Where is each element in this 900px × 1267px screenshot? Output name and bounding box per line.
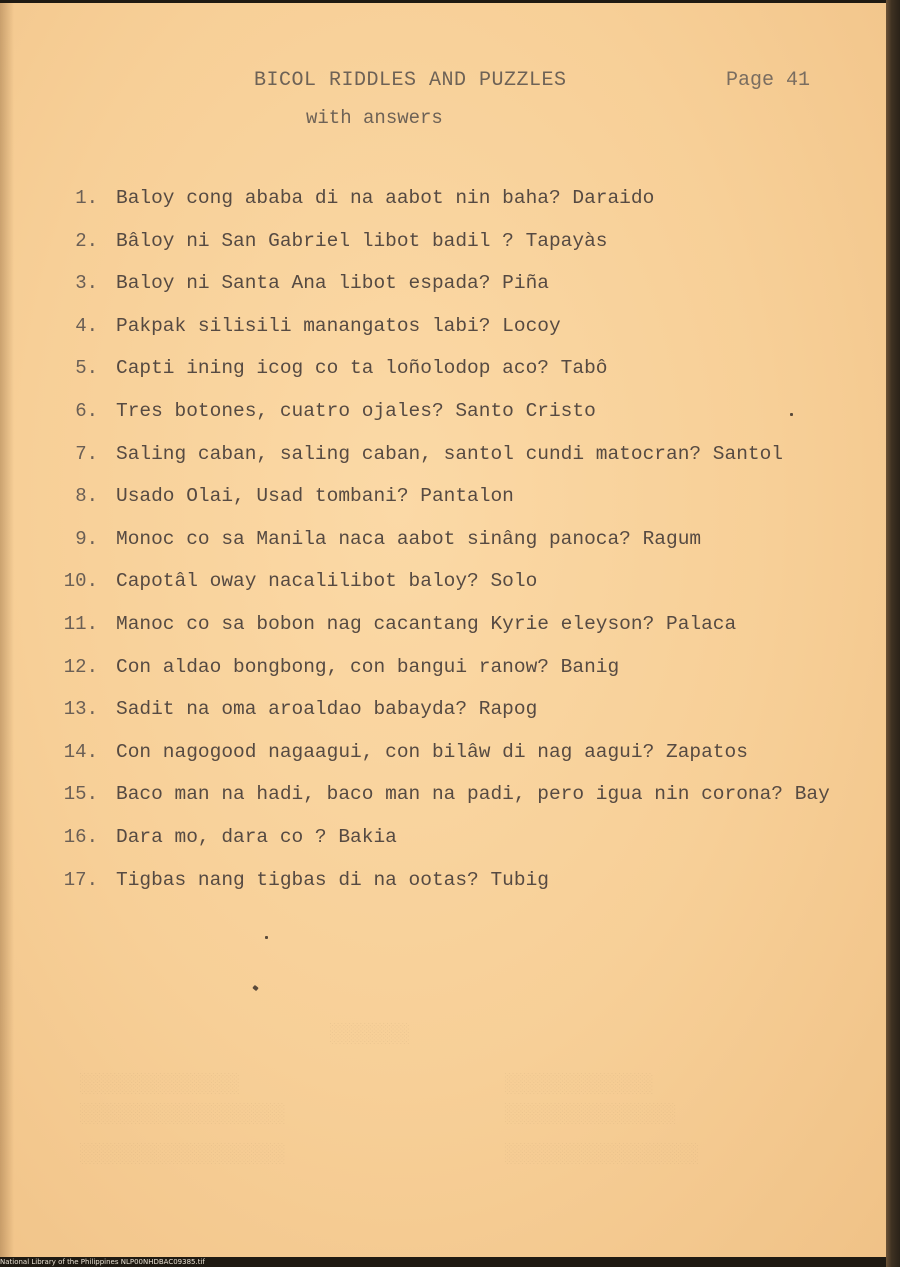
riddle-text: Sadit na oma aroaldao babayda? Rapog <box>116 698 538 721</box>
page-number: Page 41 <box>726 69 811 92</box>
riddle-number: 12. <box>63 655 98 678</box>
bleed-through-7: ░░░░░░░░░░░░░░░░░ <box>505 1143 699 1165</box>
riddle-number: 14. <box>63 740 98 763</box>
bleed-through-1: ░░░░░░░ <box>330 1023 410 1045</box>
riddle-text: Capti ining icog co ta loñolodop aco? Tabô <box>116 357 608 380</box>
riddle-text: Baloy ni Santa Ana libot espada? Piña <box>116 272 549 295</box>
riddle-text: Con nagogood nagaagui, con bilâw di nag aagui? Zapatos <box>116 740 748 763</box>
riddle-number: 7. <box>75 442 98 465</box>
bleed-through-5: ░░░░░░░░░░░░░░░ <box>505 1103 677 1125</box>
ink-speck <box>252 985 258 991</box>
riddle-text: Saling caban, saling caban, santol cundi matocran? Santol <box>116 442 784 465</box>
riddle-text: Manoc co sa bobon nag cacantang Kyrie eleyson? Palaca <box>116 612 737 635</box>
riddle-number: 13. <box>63 698 98 721</box>
riddle-text: Usado Olai, Usad tombani? Pantalon <box>116 485 514 508</box>
riddle-number: 1. <box>75 187 98 209</box>
riddle-text: Pakpak silisili manangatos labi? Locoy <box>116 314 561 337</box>
riddle-text: Con aldao bongbong, con bangui ranow? Banig <box>116 655 620 678</box>
riddle-number: 6. <box>75 399 98 422</box>
bleed-through-4: ░░░░░░░░░░░░░░░░░░ <box>80 1103 286 1125</box>
ink-speck <box>790 413 793 416</box>
riddle-text: Tres botones, cuatro ojales? Santo Cristo <box>116 399 596 422</box>
document-subtitle: with answers <box>306 107 443 129</box>
page-edge <box>886 0 900 1267</box>
document-title: BICOL RIDDLES AND PUZZLES <box>254 69 567 92</box>
riddle-text: Baco man na hadi, baco man na padi, pero igua nin corona? Bay <box>116 783 830 806</box>
page-shadow <box>0 3 14 1257</box>
riddle-number: 5. <box>75 357 98 380</box>
riddle-number: 3. <box>75 272 98 295</box>
riddle-number: 9. <box>75 527 98 550</box>
riddle-number: 16. <box>63 825 98 848</box>
ink-speck <box>265 936 268 939</box>
bleed-through-2: ░░░░░░░░░░░░░░ <box>80 1073 240 1095</box>
document-page <box>0 3 886 1257</box>
riddle-text: Monoc co sa Manila naca aabot sinâng panoca? Ragum <box>116 527 702 550</box>
riddle-text: Capotâl oway nacalilibot baloy? Solo <box>116 570 538 593</box>
bleed-through-3: ░░░░░░░░░░░░░ <box>505 1073 654 1095</box>
riddle-number: 11. <box>63 612 98 635</box>
riddle-number: 4. <box>75 314 98 337</box>
riddle-text: Dara mo, dara co ? Bakia <box>116 825 397 848</box>
riddle-number: 17. <box>63 868 98 891</box>
riddle-text: Bâloy ni San Gabriel libot badil ? Tapayàs <box>116 229 608 252</box>
bleed-through-6: ░░░░░░░░░░░░░░░░░░ <box>80 1143 286 1165</box>
riddle-number: 15. <box>63 783 98 806</box>
scan-credit: National Library of the Philippines NLP00NHDBAC09385.tif <box>0 1258 205 1266</box>
riddle-text: Tigbas nang tigbas di na ootas? Tubig <box>116 868 549 891</box>
riddle-number: 8. <box>75 485 98 508</box>
riddle-number: 10. <box>63 570 98 593</box>
riddle-text: Baloy cong ababa di na aabot nin baha? Daraido <box>116 187 655 209</box>
riddle-number: 2. <box>75 229 98 252</box>
